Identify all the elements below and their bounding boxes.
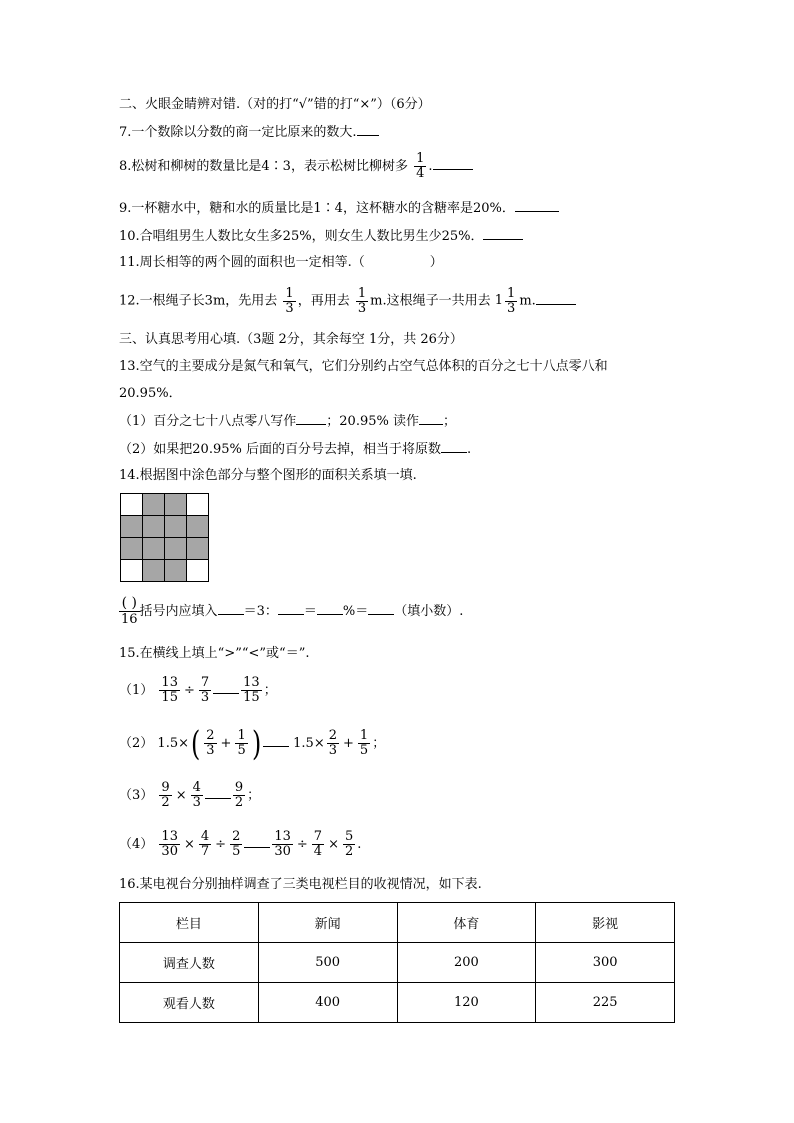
answer-blank[interactable] (278, 602, 304, 615)
question-15-part-4: （4） $\frac{13}{30}$ × $\frac{4}{7}$ ÷ $\frac{2}{5}$ $\frac{13}{30}$ ÷ $\frac{7}{4}$ × $\frac{5}{2}$ . (119, 829, 362, 859)
question-11: 11.周长相等的两个圆的面积也一定相等.（ ） (119, 255, 443, 270)
table-cell: 120 (397, 983, 536, 1023)
compare-blank[interactable] (213, 681, 239, 694)
answer-blank[interactable] (441, 440, 467, 453)
tv-survey-table (119, 902, 675, 1023)
unshaded-cell (121, 560, 143, 582)
table-header-cell: 体育 (397, 903, 536, 943)
question-9: 9.一杯糖水中，糖和水的质量比是1∶4，这杯糖水的含糖率是20%． (119, 199, 559, 218)
shaded-cell (165, 494, 187, 516)
answer-blank[interactable] (296, 412, 326, 425)
table-header-cell: 影视 (536, 903, 675, 943)
fraction: $\frac{1}{3}$ (285, 285, 294, 316)
shaded-cell (187, 538, 209, 560)
shaded-cell (143, 516, 165, 538)
question-12: 12.一根绳子长3m，先用去 $\frac{1}{3}$ ，再用去 $\frac{1}{3}$ m.这根绳子一共用去 1 $\frac{1}{3}$ m. (119, 284, 576, 319)
shaded-cell (165, 516, 187, 538)
table-cell: 观看人数 (120, 983, 259, 1023)
fraction: $\frac{1}{3}$ (357, 285, 367, 316)
unshaded-cell (187, 494, 209, 516)
question-13-line-2: 20.95%． (119, 386, 182, 401)
question-7: 7.一个数除以分数的商一定比原来的数大. (119, 123, 379, 142)
compare-blank[interactable] (263, 734, 289, 747)
question-14-fill: $\frac{( )}{16}$ 括号内应填入 ＝3： ＝ %＝ （填小数）. (121, 595, 464, 627)
unshaded-cell (187, 560, 209, 582)
question-15: 15.在横线上填上“>”“<”或“＝”. (119, 646, 310, 661)
table-cell: 300 (536, 943, 675, 983)
question-14: 14.根据图中涂色部分与整个图形的面积关系填一填. (119, 468, 417, 483)
question-15-part-2: （2） 1.5×( $\frac{2}{3}$ + $\frac{1}{5}$ ) 1.5× $\frac{2}{3}$ + $\frac{1}{5}$ ； (119, 723, 386, 764)
answer-blank[interactable] (357, 123, 379, 136)
table-cell: 225 (536, 983, 675, 1023)
shaded-cell (121, 516, 143, 538)
table-cell: 500 (258, 943, 397, 983)
fraction: $\frac{1}{4}$ (416, 151, 425, 181)
table-cell: 200 (397, 943, 536, 983)
question-10: 10.合唱组男生人数比女生多25%，则女生人数比男生少25%． (119, 227, 523, 246)
answer-blank[interactable] (515, 199, 559, 212)
question-13-line-1: 13.空气的主要成分是氮气和氧气，它们分别约占空气总体积的百分之七十八点零八和 (119, 359, 608, 374)
shaded-cell (143, 494, 165, 516)
answer-blank[interactable] (419, 412, 443, 425)
section-3-heading: 三、认真思考用心填.（3题 2分，其余每空 1分，共 26分） (119, 332, 463, 347)
shaded-cell (187, 516, 209, 538)
table-header-cell: 新闻 (258, 903, 397, 943)
table-row (120, 983, 675, 1023)
shaded-grid-figure (120, 493, 209, 582)
answer-blank[interactable] (317, 602, 343, 615)
question-13-part-2: （2）如果把20.95% 后面的百分号去掉，相当于将原数 . (119, 442, 472, 457)
table-header-cell: 栏目 (120, 903, 259, 943)
answer-blank[interactable] (218, 602, 244, 615)
question-16: 16.某电视台分别抽样调查了三类电视栏目的收视情况，如下表. (119, 877, 482, 892)
compare-blank[interactable] (205, 786, 231, 799)
shaded-cell (121, 538, 143, 560)
answer-blank[interactable] (368, 602, 394, 615)
question-15-part-1: （1） $\frac{13}{15}$ ÷ $\frac{7}{3}$ $\frac{13}{15}$ ； (119, 675, 277, 705)
answer-blank[interactable] (483, 227, 523, 240)
table-cell: 400 (258, 983, 397, 1023)
question-15-part-3: （3） $\frac{9}{2}$ × $\frac{4}{3}$ $\frac{9}{2}$ ； (119, 780, 261, 810)
section-2-heading: 二、火眼金睛辨对错.（对的打“√”错的打“×”）（6分） (119, 97, 431, 112)
table-cell: 调查人数 (120, 943, 259, 983)
unshaded-cell (121, 494, 143, 516)
mixed-number: 1 $\frac{1}{3}$ (494, 285, 516, 316)
table-row (120, 943, 675, 983)
table-header-row (120, 903, 675, 943)
question-8: 8.松树和柳树的数量比是4∶3，表示松树比柳树多 $\frac{1}{4}$ . (119, 152, 473, 181)
shaded-cell (165, 560, 187, 582)
shaded-cell (143, 560, 165, 582)
question-13-part-1: （1）百分之七十八点零八写作 ；20.95% 读作 ； (119, 414, 456, 429)
answer-blank[interactable] (536, 292, 576, 305)
shaded-cell (165, 538, 187, 560)
fraction: $\frac{( )}{16}$ (121, 595, 138, 627)
shaded-cell (143, 538, 165, 560)
answer-blank[interactable] (433, 157, 473, 170)
compare-blank[interactable] (244, 835, 270, 848)
